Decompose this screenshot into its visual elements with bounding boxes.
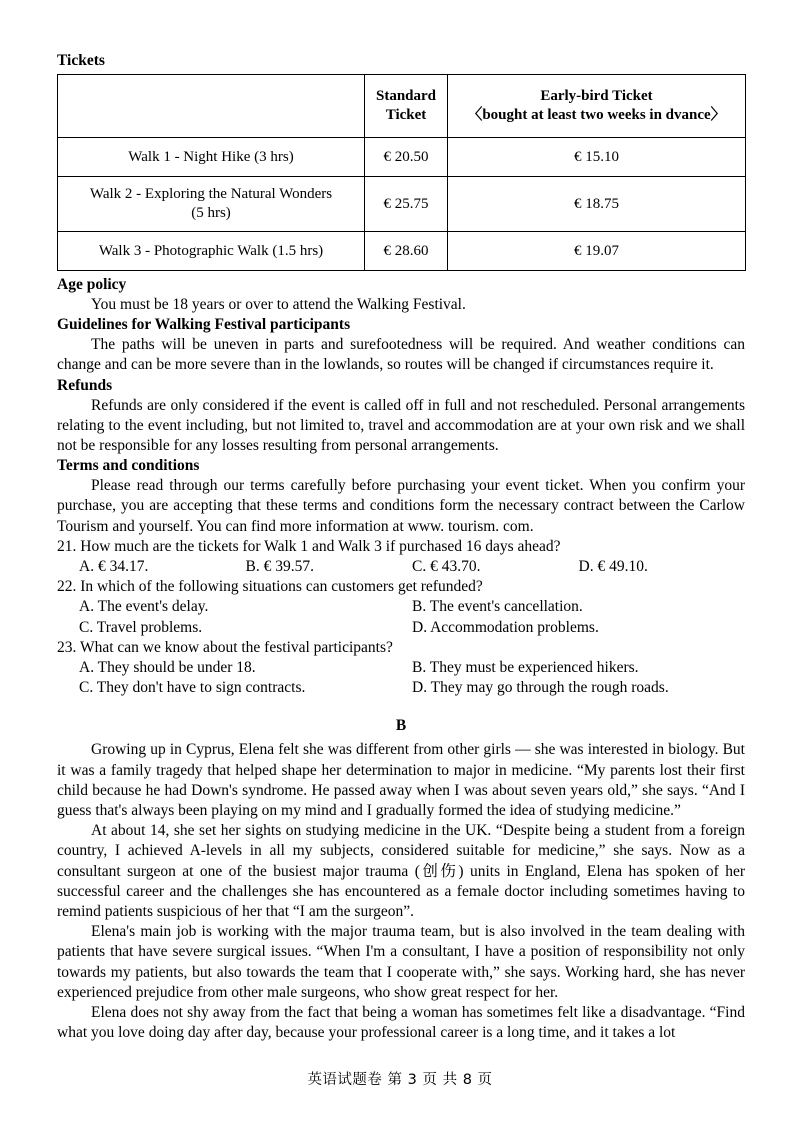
table-row xyxy=(58,138,746,177)
row-1-early-price: € 15.10 xyxy=(448,138,746,177)
row-1-standard-price: € 20.50 xyxy=(365,138,448,177)
question-21-option-b[interactable]: B. € 39.57. xyxy=(245,558,314,576)
refunds-heading: Refunds xyxy=(57,376,113,394)
row-3-standard-price: € 28.60 xyxy=(365,232,448,271)
question-22-option-d[interactable]: D. Accommodation problems. xyxy=(412,618,599,636)
question-22-option-c[interactable]: C. Travel problems. xyxy=(79,618,203,636)
question-21-options xyxy=(57,557,745,577)
age-policy-body: You must be 18 years or over to attend the Walking Festival. xyxy=(91,296,466,313)
question-22-option-a[interactable]: A. The event's delay. xyxy=(79,598,209,616)
passage-b-paragraph-4: Elena does not shy away from the fact that being a woman has sometimes felt like a disadvantage. “Find what you love doing day after day, because your professional career is a long time, and it takes a lot xyxy=(57,1004,745,1042)
row-2-standard-price: € 25.75 xyxy=(365,177,448,232)
header-cell-blank xyxy=(58,75,365,138)
row-2-name-line1: Walk 2 - Exploring the Natural Wonders xyxy=(89,186,333,202)
row-1-name xyxy=(58,138,365,177)
header-cell-early-bird xyxy=(448,75,746,138)
header-early-line1: Early-bird Ticket xyxy=(540,88,653,104)
header-early-line2: 〈bought at least two weeks in dvance〉 xyxy=(467,107,726,123)
question-23-option-c[interactable]: C. They don't have to sign contracts. xyxy=(79,679,306,697)
question-23-option-d[interactable]: D. They may go through the rough roads. xyxy=(412,679,669,697)
guidelines-body: The paths will be uneven in parts and surefootedness will be required. And weather conditions can change and can be more severe than in the lowlands, so routes will be changed if circumstances require it. xyxy=(57,336,745,374)
row-2-name-line2: (5 hrs) xyxy=(191,205,231,221)
question-23-stem: 23. What can we know about the festival participants? xyxy=(57,638,393,656)
tickets-table xyxy=(57,74,746,271)
question-23-option-a[interactable]: A. They should be under 18. xyxy=(79,659,256,677)
terms-body: Please read through our terms carefully before purchasing your event ticket. When you confirm your purchase, you are accepting that these terms and conditions form the necessary contract between the Carlow Tourism and yourself. You can find more information at www. tourism. com. xyxy=(57,477,745,535)
tickets-heading: Tickets xyxy=(57,52,105,69)
table-row xyxy=(58,177,746,232)
page-footer: 英语试题卷 第 3 页 共 8 页 xyxy=(307,1072,493,1088)
passage-b-paragraph-2: At about 14, she set her sights on studying medicine in the UK. “Despite being a student from a foreign country, I achieved A-levels in all my subjects, considered suitable for medicine,” she says. Now as a consultant surgeon at one of the busiest major trauma (创伤) units in England, Elena has spoken of her successful career and the challenges she has encountered as a female doctor including sometimes having to remind patients suspicious of her that “I am the surgeon”. xyxy=(57,822,745,921)
question-21-option-d[interactable]: D. € 49.10. xyxy=(578,558,648,576)
question-23-options-row-1 xyxy=(57,658,745,678)
table-row xyxy=(58,232,746,271)
question-22-options-row-2 xyxy=(57,618,745,638)
row-3-name xyxy=(58,232,365,271)
question-22-option-b[interactable]: B. The event's cancellation. xyxy=(412,598,583,616)
table-header-row xyxy=(58,75,746,138)
row-3-name-line1: Walk 3 - Photographic Walk (1.5 hrs) xyxy=(98,242,324,259)
terms-heading: Terms and conditions xyxy=(57,457,200,475)
question-21-option-c[interactable]: C. € 43.70. xyxy=(412,558,481,576)
refunds-body: Refunds are only considered if the event is called off in full and not rescheduled. Personal arrangements relating to the event including, but not limited to, travel and accommodation are at your own risk and we shall not be responsible for any losses resulting from personal arrangements. xyxy=(57,396,745,455)
question-22-stem: 22. In which of the following situations can customers get refunded? xyxy=(57,578,483,596)
header-standard-line2: Ticket xyxy=(385,107,427,123)
guidelines-heading: Guidelines for Walking Festival participants xyxy=(57,316,351,334)
row-1-name-line1: Walk 1 - Night Hike (3 hrs) xyxy=(128,148,294,165)
passage-b-letter: B xyxy=(395,717,407,735)
question-21-option-a[interactable]: A. € 34.17. xyxy=(79,558,149,576)
header-cell-standard xyxy=(365,75,448,138)
passage-b-paragraph-1: Growing up in Cyprus, Elena felt she was different from other girls — she was interested in biology. But it was a family tragedy that helped shape her determination to major in medicine. “My parents lost their first child because he had Down's syndrome. He passed away when I was about seven years old,” she says. “And I guess that's always been playing on my mind and I gradually formed the idea of studying medicine.” xyxy=(57,741,745,820)
header-standard-line1: Standard xyxy=(375,88,437,104)
question-21-stem: 21. How much are the tickets for Walk 1 and Walk 3 if purchased 16 days ahead? xyxy=(57,537,561,555)
row-3-early-price: € 19.07 xyxy=(448,232,746,271)
question-23-option-b[interactable]: B. They must be experienced hikers. xyxy=(412,659,639,677)
row-2-early-price: € 18.75 xyxy=(448,177,746,232)
passage-b-paragraph-3: Elena's main job is working with the major trauma team, but is also involved in the team dealing with patients that have severe surgical issues. “When I'm a consultant, I have a position of responsibility not only towards my patients, but also towards the team that I cooperate with,” she says. Working hard, she has never experienced prejudice from other male surgeons, who show great respect for her. xyxy=(57,923,745,1001)
question-22-options-row-1 xyxy=(57,597,745,617)
row-2-name xyxy=(58,177,365,232)
question-23-options-row-2 xyxy=(57,678,745,698)
age-policy-heading: Age policy xyxy=(57,276,127,293)
